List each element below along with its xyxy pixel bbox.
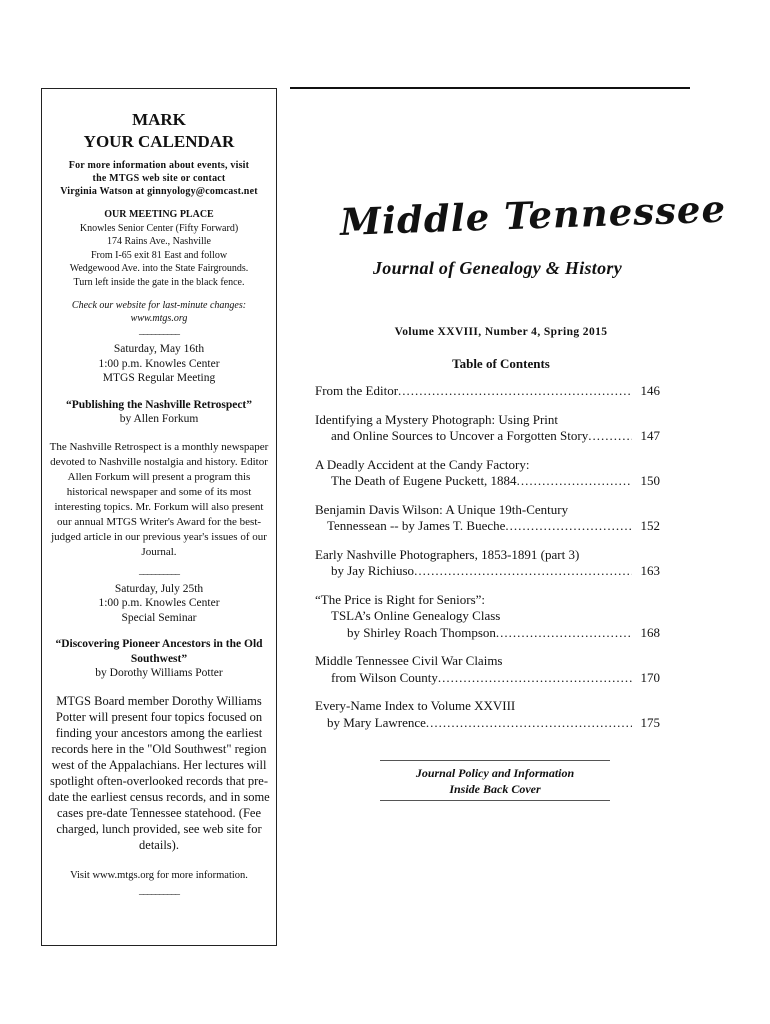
talk-may <box>42 398 276 427</box>
event-may <box>42 342 276 386</box>
divider: __________ <box>139 325 179 336</box>
talk-july <box>42 637 276 681</box>
divider: __________ <box>139 564 179 576</box>
toc-title: Table of Contents <box>452 356 550 371</box>
visit-note: Visit www.mtgs.org for more information. <box>70 869 248 881</box>
toc-page: 163 <box>640 563 660 578</box>
toc-entry-author: by Shirley Roach Thompson <box>347 624 496 640</box>
toc-entry-title: A Deadly Accident at the Candy Factory: <box>315 456 530 472</box>
website-note: Check our website for last-minute changes: www.mtgs.org <box>42 299 276 325</box>
sidebar-title: MARK YOUR CALENDAR <box>83 110 235 151</box>
talk-title: “Publishing the Nashville Retrospect” <box>65 398 253 411</box>
toc-page: 168 <box>640 624 660 640</box>
toc-entry-title: Middle Tennessee Civil War Claims <box>315 653 503 668</box>
toc-page: 146 <box>640 383 660 398</box>
toc-entry-subtitle: Tennessean -- by James T. Bueche <box>327 518 506 533</box>
toc-page: 147 <box>640 428 660 443</box>
toc-page: 170 <box>640 669 660 685</box>
events-info: For more information about events, visit the MTGS web site or contact Virginia Watson at ginnyology@comcast.net <box>60 160 258 197</box>
toc-entry-subtitle: from Wilson County <box>331 669 438 685</box>
policy-note: Journal Policy and Information Inside Back Cover <box>380 760 610 801</box>
event-july <box>42 582 276 626</box>
toc-entry[interactable] <box>315 592 660 642</box>
toc-entry[interactable] <box>315 457 660 490</box>
toc-entry[interactable] <box>315 547 660 580</box>
website-link[interactable]: www.mtgs.org <box>130 313 188 324</box>
table-of-contents <box>315 383 660 743</box>
toc-page: 152 <box>640 518 660 533</box>
toc-page: 150 <box>640 473 660 488</box>
meeting-place: OUR MEETING PLACE Knowles Senior Center (Fifty Forward) 174 Rains Ave., Nashville From I-65 exit 81 East and follow Wedgewood Ave. into the State Fairgrounds. Turn left inside the gate in the black fence. <box>69 209 249 288</box>
talk-author: by Allen Forkum <box>119 413 199 425</box>
toc-entry-subtitle: and Online Sources to Uncover a Forgotten Story <box>331 428 589 443</box>
talk-description: The Nashville Retrospect is a monthly newspaper devoted to Nashville nostalgia and history. Editor Allen Forkum will present a program this historical newspaper and some of its most interesting topics. Mr. Forkum will also present our annual MTGS Writer's Award for the best-judged article in our previous year's issues of our Journal. <box>49 440 269 558</box>
talk-author: by Dorothy Williams Potter <box>95 667 223 679</box>
toc-entry-subtitle: The Death of Eugene Puckett, 1884 <box>331 473 517 488</box>
toc-page: 175 <box>640 714 660 730</box>
toc-entry-subtitle: TSLA’s Online Genealogy Class <box>331 608 501 623</box>
volume-info: Volume XXVIII, Number 4, Spring 2015 <box>394 326 608 338</box>
divider: __________ <box>139 884 179 896</box>
toc-entry[interactable] <box>315 412 660 445</box>
event-time: 1:00 p.m. Knowles Center <box>98 597 220 609</box>
masthead <box>339 186 727 290</box>
toc-entry-title: Every-Name Index to Volume XXVIII <box>315 698 516 713</box>
toc-entry-title: From the Editor <box>315 383 399 398</box>
journal-subtitle: Journal of Genealogy & History <box>373 258 623 278</box>
journal-title: Middle Tennessee <box>339 186 727 244</box>
toc-entry-subtitle: by Mary Lawrence <box>327 714 426 730</box>
calendar-sidebar <box>41 88 277 946</box>
toc-entry-title: Identifying a Mystery Photograph: Using Print <box>315 411 559 427</box>
event-date: Saturday, July 25th <box>114 582 204 595</box>
event-type: Special Seminar <box>121 611 197 624</box>
event-type: MTGS Regular Meeting <box>102 372 216 384</box>
toc-entry-title: “The Price is Right for Seniors”: <box>315 591 486 607</box>
top-rule <box>290 87 690 89</box>
toc-entry[interactable] <box>315 383 660 400</box>
talk-description: MTGS Board member Dorothy Williams Potter will present four topics focused on finding your ancestors among the earliest records here in the "Old Southwest" region west of the Appalachians. Her lectures will spotlight often-overlooked records that pre-date the earliest census records, and in some cases pre-date Tennessee statehood. (Fee charged, lunch provided, see web site for details). <box>48 693 270 852</box>
toc-entry[interactable] <box>315 653 660 686</box>
event-date: Saturday, May 16th <box>113 343 205 355</box>
toc-entry-title: Early Nashville Photographers, 1853-1891 (part 3) <box>315 546 580 562</box>
toc-entry[interactable] <box>315 502 660 535</box>
toc-entry[interactable] <box>315 698 660 731</box>
event-time: 1:00 p.m. Knowles Center <box>98 357 220 370</box>
toc-entry-subtitle: by Jay Richiuso <box>331 563 415 578</box>
toc-entry-title: Benjamin Davis Wilson: A Unique 19th-Century <box>315 501 569 517</box>
talk-title: “Discovering Pioneer Ancestors in the Old Southwest” <box>55 638 263 665</box>
